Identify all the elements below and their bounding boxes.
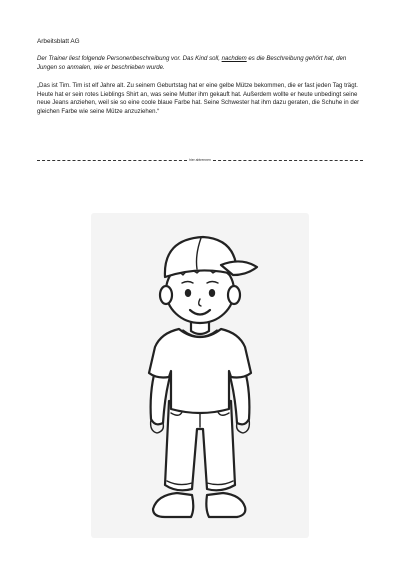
left-eye xyxy=(185,289,191,297)
right-ear xyxy=(228,286,240,304)
cut-line xyxy=(37,155,363,165)
description-text: „Das ist Tim. Tim ist elf Jahre alt. Zu seinem Geburtstag hat er eine gelbe Mütze bekommen, die er fast jeden Tag trägt. Heute hat er sein rotes Lieblings Shirt an, was seine Mutter ihm gekauft hat. Außerdem wollte er heute unbedingt seine neue Jeans anziehen, weil sie so eine coole blaue Farbe hat. Seine Schwester hat ihm dazu geraten, die Schuhe in der gleichen Farbe wie seine Mütze anzuziehen.“ xyxy=(37,82,360,115)
left-ear xyxy=(160,286,172,304)
worksheet-title: Arbeitsblatt AG xyxy=(37,38,80,45)
right-eye xyxy=(209,289,215,297)
cut-label: hier abtrennen xyxy=(189,158,211,162)
boy-outline-illustration xyxy=(91,213,309,538)
cut-line-right xyxy=(213,160,363,161)
left-shoe xyxy=(153,493,193,517)
intro-part-1: Der Trainer liest folgende Personenbeschreibung vor. Das Kind soll, xyxy=(37,55,222,62)
intro-part-2: es die Beschreibung gehört hat, den Jungen so anmalen, wie er beschrieben wurde. xyxy=(37,55,347,71)
cap xyxy=(165,237,237,277)
right-shoe xyxy=(206,493,245,517)
instructions-text xyxy=(37,55,365,72)
cut-line-left xyxy=(37,160,187,161)
intro-underlined-word: nachdem xyxy=(221,55,247,62)
coloring-figure xyxy=(91,213,309,538)
